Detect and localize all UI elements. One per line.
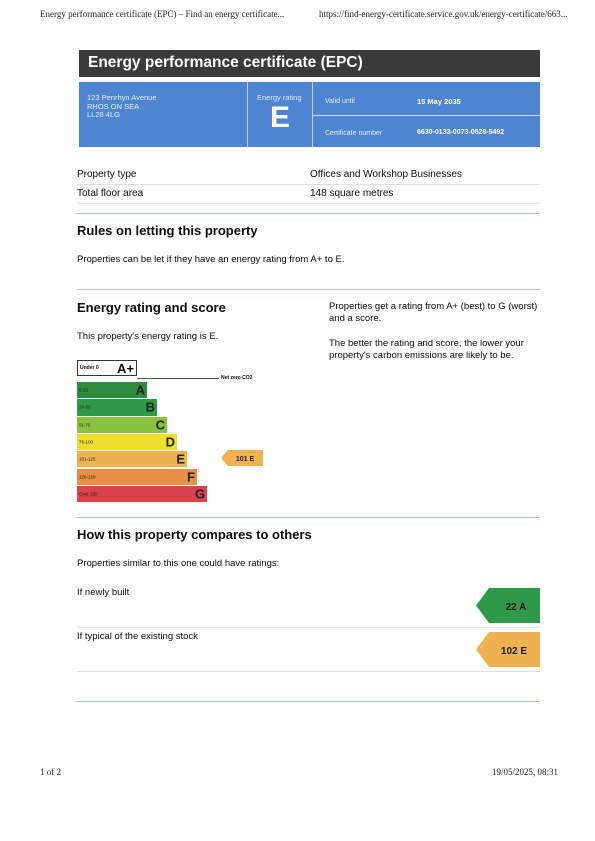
row-divider bbox=[77, 671, 540, 672]
print-header-url: https://find-energy-certificate.service.gov.uk/energy-certificate/663... bbox=[319, 9, 568, 19]
net-zero-label: Net zero CO2 bbox=[221, 375, 253, 381]
band-b bbox=[77, 399, 157, 415]
band-c-letter: C bbox=[155, 417, 165, 433]
band-c bbox=[77, 417, 167, 433]
band-d-range: 76-100 bbox=[79, 439, 94, 445]
property-address bbox=[87, 94, 157, 120]
page-title: Energy performance certificate (EPC) bbox=[88, 54, 363, 71]
energy-rating-letter: E bbox=[270, 101, 291, 134]
section-divider bbox=[77, 213, 540, 214]
section-divider bbox=[77, 289, 540, 290]
typical-stock-rating bbox=[476, 632, 540, 667]
property-type-label: Property type bbox=[77, 169, 137, 180]
section-divider bbox=[77, 517, 540, 518]
summary-divider bbox=[312, 115, 540, 116]
score-explanation-1: Properties get a rating from A+ (best) to G (worst) and a score. bbox=[329, 301, 538, 324]
certificate-number-label: Certificate number bbox=[325, 130, 383, 137]
band-d bbox=[77, 434, 177, 450]
row-divider bbox=[77, 184, 540, 185]
epc-banner bbox=[79, 50, 540, 77]
energy-rating-cell bbox=[247, 82, 313, 147]
band-g-range: Over 150 bbox=[79, 491, 98, 497]
score-text: This property's energy rating is E. bbox=[77, 331, 219, 342]
newly-built-rating bbox=[476, 588, 540, 623]
score-explanation-2: The better the rating and score, the lower your property's carbon emissions are likely to be. bbox=[329, 338, 524, 361]
current-rating-label: 101 E bbox=[235, 456, 255, 463]
row-divider bbox=[77, 203, 540, 204]
band-a-letter: A bbox=[135, 382, 145, 398]
compare-text: Properties similar to this one could have ratings: bbox=[77, 558, 280, 569]
property-type-value: Offices and Workshop Businesses bbox=[310, 169, 462, 180]
print-footer-page: 1 of 2 bbox=[40, 767, 61, 777]
band-g bbox=[77, 486, 207, 502]
print-footer-date: 19/05/2025, 08:31 bbox=[492, 767, 559, 777]
energy-rating-chart bbox=[77, 360, 257, 510]
typical-stock-label: If typical of the existing stock bbox=[77, 631, 198, 642]
band-b-letter: B bbox=[145, 399, 155, 415]
print-header-title: Energy performance certificate (EPC) – Find an energy certificate... bbox=[40, 9, 285, 19]
band-c-range: 51-75 bbox=[79, 422, 91, 428]
typical-stock-rating-value: 102 E bbox=[500, 646, 528, 657]
band-f-range: 126-150 bbox=[79, 474, 96, 480]
address-line-3: LL28 4LG bbox=[87, 110, 120, 119]
band-g-letter: G bbox=[194, 486, 205, 502]
energy-rating-label: Energy rating bbox=[257, 93, 302, 102]
band-f-letter: F bbox=[187, 469, 195, 485]
score-heading: Energy rating and score bbox=[77, 300, 226, 315]
newly-built-rating-value: 22 A bbox=[505, 602, 527, 613]
band-b-range: 26-50 bbox=[79, 404, 91, 410]
floor-area-value: 148 square metres bbox=[310, 188, 394, 199]
address-line-2: RHOS ON SEA bbox=[87, 101, 140, 111]
band-aplus-letter: A+ bbox=[117, 361, 134, 376]
net-zero-line bbox=[137, 378, 219, 379]
letting-heading: Rules on letting this property bbox=[77, 223, 258, 238]
compare-heading: How this property compares to others bbox=[77, 527, 312, 542]
address-line-1: 123 Penrhyn Avenue bbox=[87, 93, 157, 102]
band-d-letter: D bbox=[165, 434, 175, 450]
certificate-number-value: 6630-0133-0073-0628-5492 bbox=[417, 129, 505, 136]
row-divider bbox=[77, 627, 540, 628]
current-rating-marker bbox=[221, 450, 263, 466]
band-e-range: 101-125 bbox=[79, 456, 96, 462]
newly-built-label: If newly built bbox=[77, 587, 130, 598]
band-a-range: 0-25 bbox=[79, 387, 89, 393]
band-a bbox=[77, 382, 147, 398]
floor-area-label: Total floor area bbox=[77, 188, 144, 199]
band-e-letter: E bbox=[176, 451, 185, 467]
band-aplus-range: Under 0 bbox=[80, 365, 99, 371]
letting-text: Properties can be let if they have an energy rating from A+ to E. bbox=[77, 254, 345, 265]
valid-until-label: Valid until bbox=[325, 98, 355, 105]
band-aplus bbox=[77, 360, 137, 376]
certificate-summary bbox=[79, 82, 540, 147]
section-divider bbox=[77, 701, 540, 702]
band-f bbox=[77, 469, 197, 485]
valid-until-value: 15 May 2035 bbox=[417, 97, 461, 106]
band-e bbox=[77, 451, 187, 467]
